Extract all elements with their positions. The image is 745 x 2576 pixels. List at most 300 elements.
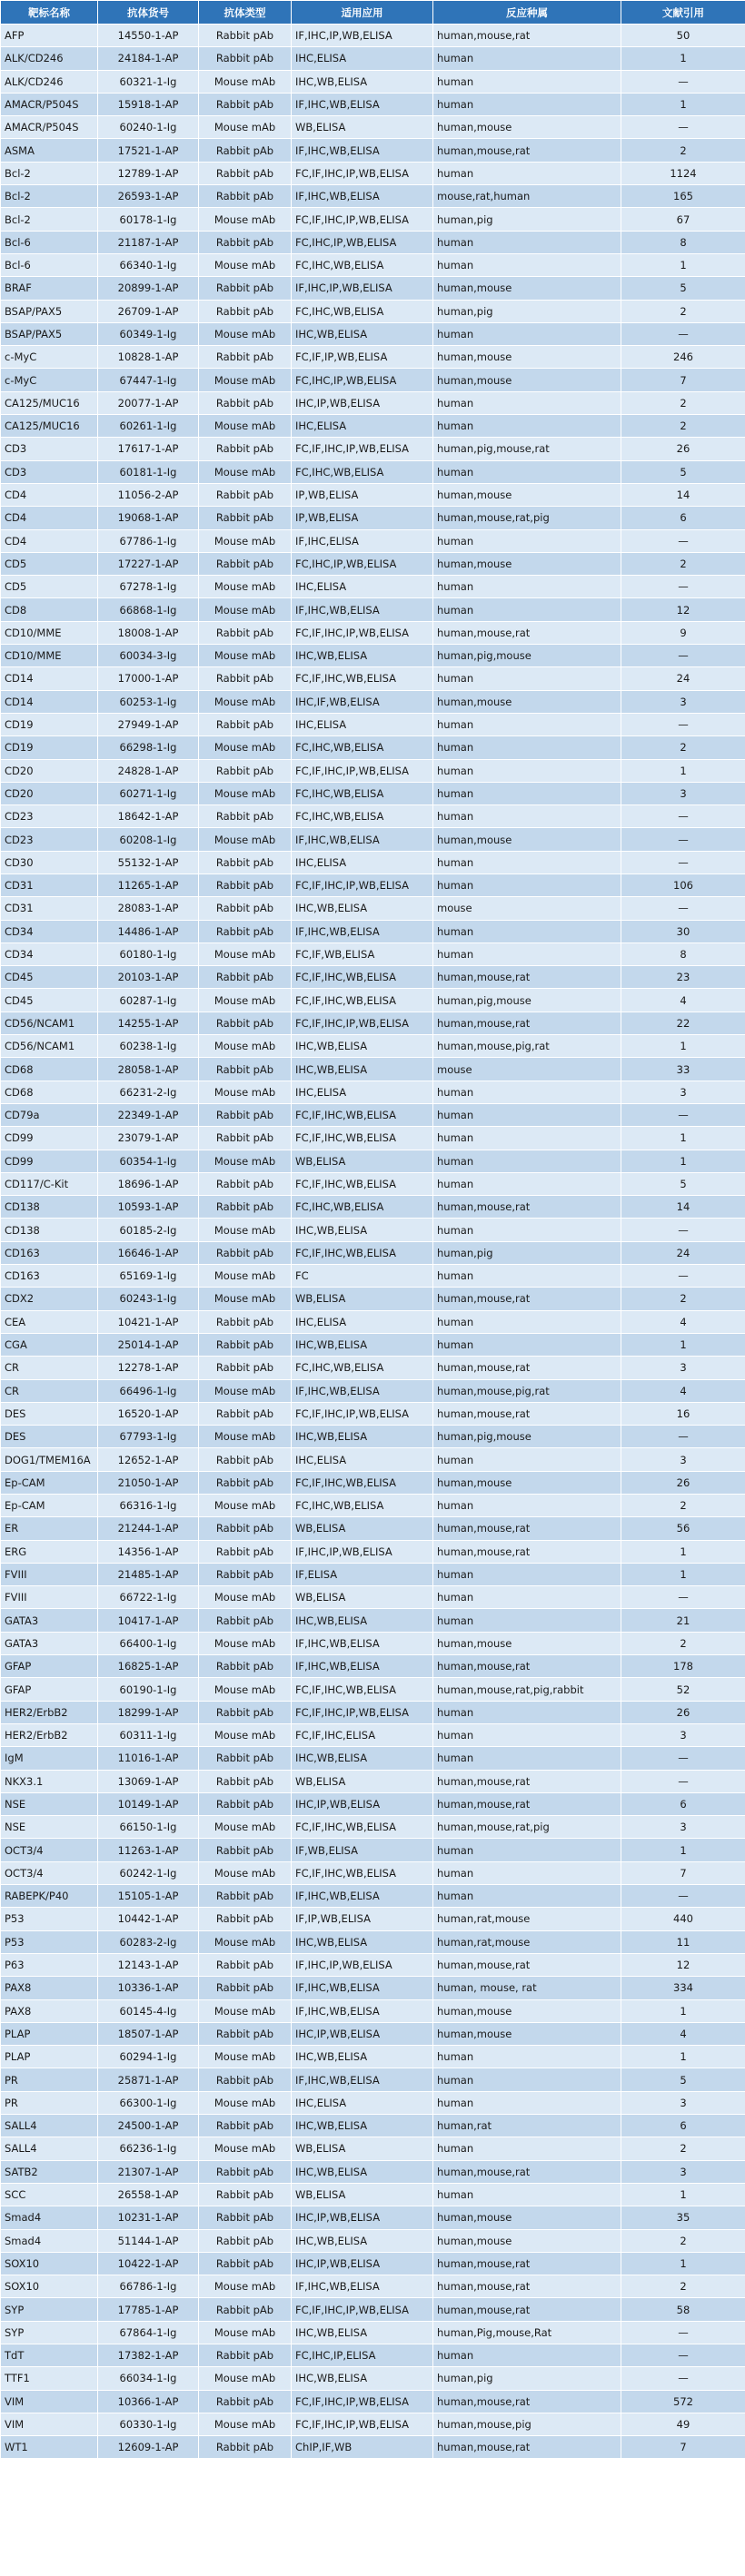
cell-antibody-type: Rabbit pAb xyxy=(199,2160,292,2183)
cell-reactivity: human,mouse,rat xyxy=(433,966,621,989)
cell-antibody-type: Rabbit pAb xyxy=(199,1357,292,1379)
table-row xyxy=(1,1678,745,1701)
cell-catalog-number: 60294-1-Ig xyxy=(98,2046,199,2068)
cell-antibody-type: Rabbit pAb xyxy=(199,162,292,184)
cell-antibody-type: Mouse mAb xyxy=(199,645,292,667)
cell-antibody-type: Mouse mAb xyxy=(199,1426,292,1448)
cell-target: SALL4 xyxy=(1,2137,98,2160)
table-row xyxy=(1,2321,745,2344)
cell-target: CR xyxy=(1,1357,98,1379)
cell-target: DOG1/TMEM16A xyxy=(1,1448,98,1471)
cell-applications: FC,IF,IHC,IP,WB,ELISA xyxy=(292,1701,433,1723)
cell-target: PAX8 xyxy=(1,1999,98,2022)
cell-antibody-type: Rabbit pAb xyxy=(199,2115,292,2137)
cell-applications: IHC,IP,WB,ELISA xyxy=(292,2252,433,2275)
cell-applications: IHC,ELISA xyxy=(292,47,433,70)
cell-citations: 14 xyxy=(621,483,745,506)
table-row xyxy=(1,645,745,667)
cell-reactivity: human xyxy=(433,576,621,598)
cell-target: AMACR/P504S xyxy=(1,116,98,139)
cell-catalog-number: 60261-1-Ig xyxy=(98,415,199,438)
cell-citations: 6 xyxy=(621,2115,745,2137)
cell-citations: 2 xyxy=(621,391,745,414)
table-row xyxy=(1,47,745,70)
table-row xyxy=(1,1792,745,1815)
table-row xyxy=(1,2091,745,2114)
cell-applications: IHC,WB,ELISA xyxy=(292,2160,433,2183)
cell-reactivity: human,pig,mouse xyxy=(433,645,621,667)
cell-reactivity: human,pig xyxy=(433,300,621,322)
cell-applications: IHC,WB,ELISA xyxy=(292,2115,433,2137)
cell-citations: 7 xyxy=(621,2436,745,2459)
cell-catalog-number: 28083-1-AP xyxy=(98,897,199,920)
cell-applications: IHC,IP,WB,ELISA xyxy=(292,1792,433,1815)
cell-target: CD56/NCAM1 xyxy=(1,1035,98,1058)
cell-applications: IHC,ELISA xyxy=(292,1448,433,1471)
cell-citations: 21 xyxy=(621,1609,745,1632)
cell-catalog-number: 66340-1-Ig xyxy=(98,253,199,276)
cell-target: PAX8 xyxy=(1,1977,98,1999)
cell-applications: WB,ELISA xyxy=(292,1586,433,1609)
table-row xyxy=(1,943,745,965)
cell-catalog-number: 66231-2-Ig xyxy=(98,1081,199,1103)
cell-citations: 1 xyxy=(621,1333,745,1356)
column-header-catalog-number: 抗体货号 xyxy=(98,1,199,25)
cell-target: PLAP xyxy=(1,2022,98,2045)
cell-citations: 24 xyxy=(621,1241,745,1264)
cell-catalog-number: 10593-1-AP xyxy=(98,1196,199,1219)
cell-applications: IHC,ELISA xyxy=(292,415,433,438)
cell-target: FVIII xyxy=(1,1586,98,1609)
cell-target: CDX2 xyxy=(1,1288,98,1310)
cell-citations: 2 xyxy=(621,139,745,162)
cell-antibody-type: Mouse mAb xyxy=(199,1816,292,1839)
cell-citations: 1 xyxy=(621,93,745,115)
cell-reactivity: human xyxy=(433,1219,621,1241)
cell-catalog-number: 21187-1-AP xyxy=(98,231,199,253)
cell-catalog-number: 14255-1-AP xyxy=(98,1012,199,1034)
cell-citations: 6 xyxy=(621,507,745,529)
cell-catalog-number: 60034-3-Ig xyxy=(98,645,199,667)
cell-target: BSAP/PAX5 xyxy=(1,300,98,322)
cell-reactivity: human,mouse,rat xyxy=(433,1402,621,1425)
cell-target: VIM xyxy=(1,2413,98,2435)
cell-catalog-number: 21244-1-AP xyxy=(98,1517,199,1540)
cell-antibody-type: Mouse mAb xyxy=(199,2413,292,2435)
cell-catalog-number: 66034-1-Ig xyxy=(98,2367,199,2390)
cell-antibody-type: Rabbit pAb xyxy=(199,1196,292,1219)
cell-catalog-number: 12652-1-AP xyxy=(98,1448,199,1471)
cell-citations: 1 xyxy=(621,1999,745,2022)
cell-applications: WB,ELISA xyxy=(292,1770,433,1792)
cell-reactivity: human xyxy=(433,873,621,896)
cell-catalog-number: 17382-1-AP xyxy=(98,2344,199,2366)
cell-reactivity: human,mouse,rat,pig,rabbit xyxy=(433,1678,621,1701)
cell-target: Bcl-2 xyxy=(1,185,98,208)
cell-antibody-type: Rabbit pAb xyxy=(199,139,292,162)
cell-applications: IHC,WB,ELISA xyxy=(292,1219,433,1241)
cell-antibody-type: Rabbit pAb xyxy=(199,1885,292,1908)
cell-antibody-type: Mouse mAb xyxy=(199,460,292,483)
cell-antibody-type: Mouse mAb xyxy=(199,208,292,231)
table-row xyxy=(1,1586,745,1609)
cell-applications: IHC,WB,ELISA xyxy=(292,322,433,345)
cell-applications: IF,IHC,ELISA xyxy=(292,529,433,552)
cell-applications: IF,IHC,IP,WB,ELISA xyxy=(292,277,433,300)
cell-reactivity: mouse xyxy=(433,1058,621,1081)
cell-catalog-number: 60190-1-Ig xyxy=(98,1678,199,1701)
cell-reactivity: human,Pig,mouse,Rat xyxy=(433,2321,621,2344)
cell-antibody-type: Mouse mAb xyxy=(199,70,292,93)
table-row xyxy=(1,782,745,804)
table-row xyxy=(1,1723,745,1746)
cell-applications: IF,ELISA xyxy=(292,1563,433,1585)
cell-citations: 2 xyxy=(621,552,745,575)
table-row xyxy=(1,1333,745,1356)
cell-citations: 178 xyxy=(621,1655,745,1678)
table-row xyxy=(1,2068,745,2091)
cell-citations: 2 xyxy=(621,1288,745,1310)
cell-antibody-type: Rabbit pAb xyxy=(199,1839,292,1861)
cell-citations: 56 xyxy=(621,1517,745,1540)
cell-citations: 1 xyxy=(621,1563,745,1585)
cell-antibody-type: Rabbit pAb xyxy=(199,1471,292,1494)
cell-citations: 1 xyxy=(621,2046,745,2068)
cell-target: CD3 xyxy=(1,438,98,460)
cell-target: NSE xyxy=(1,1816,98,1839)
cell-applications: FC,IF,IHC,IP,WB,ELISA xyxy=(292,1402,433,1425)
cell-target: TTF1 xyxy=(1,2367,98,2390)
cell-citations: 22 xyxy=(621,1012,745,1034)
cell-target: HER2/ErbB2 xyxy=(1,1701,98,1723)
table-row xyxy=(1,2436,745,2459)
cell-reactivity: human xyxy=(433,713,621,735)
cell-catalog-number: 66150-1-Ig xyxy=(98,1816,199,1839)
cell-reactivity: human,mouse,rat xyxy=(433,2252,621,2275)
cell-antibody-type: Rabbit pAb xyxy=(199,1770,292,1792)
table-row xyxy=(1,1310,745,1333)
cell-target: CD4 xyxy=(1,529,98,552)
cell-citations: 11 xyxy=(621,1930,745,1953)
cell-reactivity: human,mouse xyxy=(433,483,621,506)
table-row xyxy=(1,1103,745,1126)
cell-reactivity: human,mouse,rat xyxy=(433,2298,621,2321)
cell-target: AFP xyxy=(1,25,98,47)
cell-reactivity: human,rat,mouse xyxy=(433,1930,621,1953)
table-row xyxy=(1,1379,745,1402)
cell-applications: FC,IF,IHC,WB,ELISA xyxy=(292,1678,433,1701)
cell-target: HER2/ErbB2 xyxy=(1,1723,98,1746)
table-row xyxy=(1,1402,745,1425)
cell-catalog-number: 10231-1-AP xyxy=(98,2206,199,2229)
cell-applications: IHC,IP,WB,ELISA xyxy=(292,2022,433,2045)
cell-reactivity: human,mouse,rat xyxy=(433,2436,621,2459)
cell-citations: 246 xyxy=(621,346,745,369)
cell-antibody-type: Mouse mAb xyxy=(199,989,292,1012)
cell-applications: IF,IHC,WB,ELISA xyxy=(292,920,433,943)
cell-reactivity: human,mouse,rat xyxy=(433,621,621,644)
cell-citations: 1 xyxy=(621,2183,745,2206)
cell-catalog-number: 10366-1-AP xyxy=(98,2390,199,2413)
cell-citations: 14 xyxy=(621,1196,745,1219)
cell-reactivity: human,mouse xyxy=(433,369,621,391)
cell-antibody-type: Mouse mAb xyxy=(199,1723,292,1746)
cell-target: RABEPK/P40 xyxy=(1,1885,98,1908)
table-row xyxy=(1,1816,745,1839)
table-row xyxy=(1,1150,745,1172)
cell-applications: IHC,IP,WB,ELISA xyxy=(292,391,433,414)
cell-antibody-type: Rabbit pAb xyxy=(199,2344,292,2366)
cell-catalog-number: 18507-1-AP xyxy=(98,2022,199,2045)
table-body xyxy=(1,25,745,2459)
cell-reactivity: human,mouse,rat xyxy=(433,1012,621,1034)
cell-citations: 3 xyxy=(621,1081,745,1103)
table-row xyxy=(1,1035,745,1058)
table-row xyxy=(1,1885,745,1908)
cell-reactivity: human,rat,mouse xyxy=(433,1908,621,1930)
cell-antibody-type: Rabbit pAb xyxy=(199,185,292,208)
cell-citations: 3 xyxy=(621,1816,745,1839)
cell-catalog-number: 10417-1-AP xyxy=(98,1609,199,1632)
cell-citations: — xyxy=(621,1586,745,1609)
cell-target: CD23 xyxy=(1,805,98,828)
cell-catalog-number: 15918-1-AP xyxy=(98,93,199,115)
cell-target: ER xyxy=(1,1517,98,1540)
cell-applications: IF,IHC,IP,WB,ELISA xyxy=(292,25,433,47)
cell-target: CD5 xyxy=(1,576,98,598)
cell-antibody-type: Rabbit pAb xyxy=(199,507,292,529)
cell-catalog-number: 25014-1-AP xyxy=(98,1333,199,1356)
cell-applications: WB,ELISA xyxy=(292,1517,433,1540)
cell-catalog-number: 12609-1-AP xyxy=(98,2436,199,2459)
cell-citations: 4 xyxy=(621,989,745,1012)
cell-citations: 4 xyxy=(621,1310,745,1333)
table-row xyxy=(1,25,745,47)
cell-citations: 24 xyxy=(621,667,745,690)
cell-citations: — xyxy=(621,322,745,345)
cell-reactivity: human,mouse xyxy=(433,828,621,851)
cell-reactivity: human,mouse,rat xyxy=(433,2275,621,2298)
cell-applications: FC,IF,IHC,WB,ELISA xyxy=(292,1861,433,1884)
cell-citations: 23 xyxy=(621,966,745,989)
cell-reactivity: human xyxy=(433,1103,621,1126)
cell-catalog-number: 14486-1-AP xyxy=(98,920,199,943)
cell-catalog-number: 17617-1-AP xyxy=(98,438,199,460)
table-row xyxy=(1,2275,745,2298)
cell-citations: 1124 xyxy=(621,162,745,184)
cell-antibody-type: Rabbit pAb xyxy=(199,1310,292,1333)
cell-applications: IHC,WB,ELISA xyxy=(292,1426,433,1448)
cell-citations: 440 xyxy=(621,1908,745,1930)
column-header-reactivity: 反应种属 xyxy=(433,1,621,25)
cell-citations: 26 xyxy=(621,1471,745,1494)
table-row xyxy=(1,1701,745,1723)
cell-target: CD8 xyxy=(1,598,98,621)
cell-applications: FC,IHC,IP,WB,ELISA xyxy=(292,552,433,575)
column-header-citations: 文献引用 xyxy=(621,1,745,25)
cell-citations: 6 xyxy=(621,1792,745,1815)
table-row xyxy=(1,460,745,483)
cell-catalog-number: 60243-1-Ig xyxy=(98,1288,199,1310)
cell-antibody-type: Rabbit pAb xyxy=(199,1127,292,1150)
cell-antibody-type: Mouse mAb xyxy=(199,415,292,438)
cell-antibody-type: Mouse mAb xyxy=(199,1930,292,1953)
cell-reactivity: human xyxy=(433,1172,621,1195)
cell-applications: FC,IHC,WB,ELISA xyxy=(292,1495,433,1517)
cell-reactivity: human,mouse,rat xyxy=(433,25,621,47)
cell-applications: FC,IF,IHC,WB,ELISA xyxy=(292,989,433,1012)
cell-catalog-number: 60238-1-Ig xyxy=(98,1035,199,1058)
cell-citations: — xyxy=(621,828,745,851)
cell-reactivity: human xyxy=(433,253,621,276)
cell-antibody-type: Mouse mAb xyxy=(199,943,292,965)
cell-antibody-type: Mouse mAb xyxy=(199,736,292,759)
cell-catalog-number: 26593-1-AP xyxy=(98,185,199,208)
table-row xyxy=(1,2115,745,2137)
cell-reactivity: human xyxy=(433,1495,621,1517)
cell-target: FVIII xyxy=(1,1563,98,1585)
cell-citations: 3 xyxy=(621,1357,745,1379)
cell-antibody-type: Rabbit pAb xyxy=(199,346,292,369)
cell-reactivity: human xyxy=(433,805,621,828)
cell-antibody-type: Rabbit pAb xyxy=(199,2436,292,2459)
cell-citations: — xyxy=(621,1219,745,1241)
cell-target: CD19 xyxy=(1,736,98,759)
table-row xyxy=(1,920,745,943)
cell-antibody-type: Mouse mAb xyxy=(199,2137,292,2160)
cell-target: CD79a xyxy=(1,1103,98,1126)
cell-reactivity: human xyxy=(433,782,621,804)
table-row xyxy=(1,529,745,552)
cell-target: CD138 xyxy=(1,1219,98,1241)
cell-catalog-number: 14356-1-AP xyxy=(98,1540,199,1563)
cell-catalog-number: 17000-1-AP xyxy=(98,667,199,690)
table-row xyxy=(1,759,745,782)
cell-reactivity: human xyxy=(433,93,621,115)
cell-applications: IHC,ELISA xyxy=(292,713,433,735)
cell-catalog-number: 25871-1-AP xyxy=(98,2068,199,2091)
cell-reactivity: human xyxy=(433,415,621,438)
cell-citations: 3 xyxy=(621,782,745,804)
cell-antibody-type: Mouse mAb xyxy=(199,1035,292,1058)
cell-reactivity: human xyxy=(433,391,621,414)
cell-target: CD23 xyxy=(1,828,98,851)
cell-catalog-number: 66300-1-Ig xyxy=(98,2091,199,2114)
cell-citations: 572 xyxy=(621,2390,745,2413)
cell-target: Bcl-2 xyxy=(1,162,98,184)
table-row xyxy=(1,438,745,460)
table-row xyxy=(1,2367,745,2390)
cell-citations: — xyxy=(621,529,745,552)
cell-catalog-number: 65169-1-Ig xyxy=(98,1265,199,1288)
cell-antibody-type: Rabbit pAb xyxy=(199,1655,292,1678)
cell-catalog-number: 22349-1-AP xyxy=(98,1103,199,1126)
cell-target: CD19 xyxy=(1,713,98,735)
cell-catalog-number: 60185-2-Ig xyxy=(98,1219,199,1241)
cell-catalog-number: 21050-1-AP xyxy=(98,1471,199,1494)
cell-reactivity: human xyxy=(433,1150,621,1172)
cell-antibody-type: Rabbit pAb xyxy=(199,47,292,70)
table-row xyxy=(1,576,745,598)
cell-reactivity: human xyxy=(433,1081,621,1103)
cell-target: CD10/MME xyxy=(1,645,98,667)
table-row xyxy=(1,2137,745,2160)
cell-applications: FC,IF,IHC,IP,WB,ELISA xyxy=(292,2298,433,2321)
cell-reactivity: human xyxy=(433,1747,621,1770)
cell-catalog-number: 10149-1-AP xyxy=(98,1792,199,1815)
cell-antibody-type: Rabbit pAb xyxy=(199,1908,292,1930)
table-row xyxy=(1,2206,745,2229)
cell-citations: 12 xyxy=(621,1953,745,1976)
table-row xyxy=(1,989,745,1012)
cell-target: CR xyxy=(1,1379,98,1402)
cell-applications: IHC,WB,ELISA xyxy=(292,897,433,920)
cell-citations: 52 xyxy=(621,1678,745,1701)
cell-applications: IHC,WB,ELISA xyxy=(292,2229,433,2252)
cell-catalog-number: 66786-1-Ig xyxy=(98,2275,199,2298)
cell-reactivity: human,pig,mouse xyxy=(433,1426,621,1448)
cell-target: CD99 xyxy=(1,1127,98,1150)
cell-antibody-type: Mouse mAb xyxy=(199,2367,292,2390)
cell-citations: — xyxy=(621,645,745,667)
cell-citations: 1 xyxy=(621,47,745,70)
cell-reactivity: human,mouse,rat xyxy=(433,1770,621,1792)
cell-citations: 5 xyxy=(621,460,745,483)
cell-applications: IHC,IP,WB,ELISA xyxy=(292,2206,433,2229)
table-row xyxy=(1,1517,745,1540)
cell-catalog-number: 12278-1-AP xyxy=(98,1357,199,1379)
cell-citations: 3 xyxy=(621,2160,745,2183)
cell-reactivity: human xyxy=(433,736,621,759)
cell-applications: IHC,WB,ELISA xyxy=(292,1058,433,1081)
cell-citations: 49 xyxy=(621,2413,745,2435)
cell-reactivity: human xyxy=(433,162,621,184)
cell-reactivity: human,mouse,rat,pig xyxy=(433,1816,621,1839)
cell-antibody-type: Mouse mAb xyxy=(199,782,292,804)
table-row xyxy=(1,1196,745,1219)
cell-target: SYP xyxy=(1,2321,98,2344)
cell-applications: FC,IF,WB,ELISA xyxy=(292,943,433,965)
cell-citations: 50 xyxy=(621,25,745,47)
cell-applications: FC,IHC,WB,ELISA xyxy=(292,805,433,828)
cell-antibody-type: Rabbit pAb xyxy=(199,300,292,322)
cell-target: CA125/MUC16 xyxy=(1,415,98,438)
cell-reactivity: human,mouse,pig,rat xyxy=(433,1379,621,1402)
cell-catalog-number: 60240-1-Ig xyxy=(98,116,199,139)
cell-antibody-type: Rabbit pAb xyxy=(199,920,292,943)
cell-citations: 165 xyxy=(621,185,745,208)
cell-catalog-number: 67786-1-Ig xyxy=(98,529,199,552)
cell-catalog-number: 66316-1-Ig xyxy=(98,1495,199,1517)
cell-reactivity: human,mouse,rat xyxy=(433,1540,621,1563)
cell-citations: 9 xyxy=(621,621,745,644)
table-row xyxy=(1,369,745,391)
cell-applications: ChIP,IF,WB xyxy=(292,2436,433,2459)
cell-catalog-number: 55132-1-AP xyxy=(98,851,199,873)
cell-reactivity: human xyxy=(433,2046,621,2068)
cell-catalog-number: 66298-1-Ig xyxy=(98,736,199,759)
cell-reactivity: human xyxy=(433,1333,621,1356)
table-row xyxy=(1,277,745,300)
cell-antibody-type: Rabbit pAb xyxy=(199,2183,292,2206)
cell-antibody-type: Rabbit pAb xyxy=(199,805,292,828)
cell-citations: — xyxy=(621,1770,745,1792)
cell-target: TdT xyxy=(1,2344,98,2366)
cell-catalog-number: 17521-1-AP xyxy=(98,139,199,162)
cell-citations: 3 xyxy=(621,690,745,713)
cell-antibody-type: Rabbit pAb xyxy=(199,277,292,300)
cell-reactivity: human xyxy=(433,322,621,345)
